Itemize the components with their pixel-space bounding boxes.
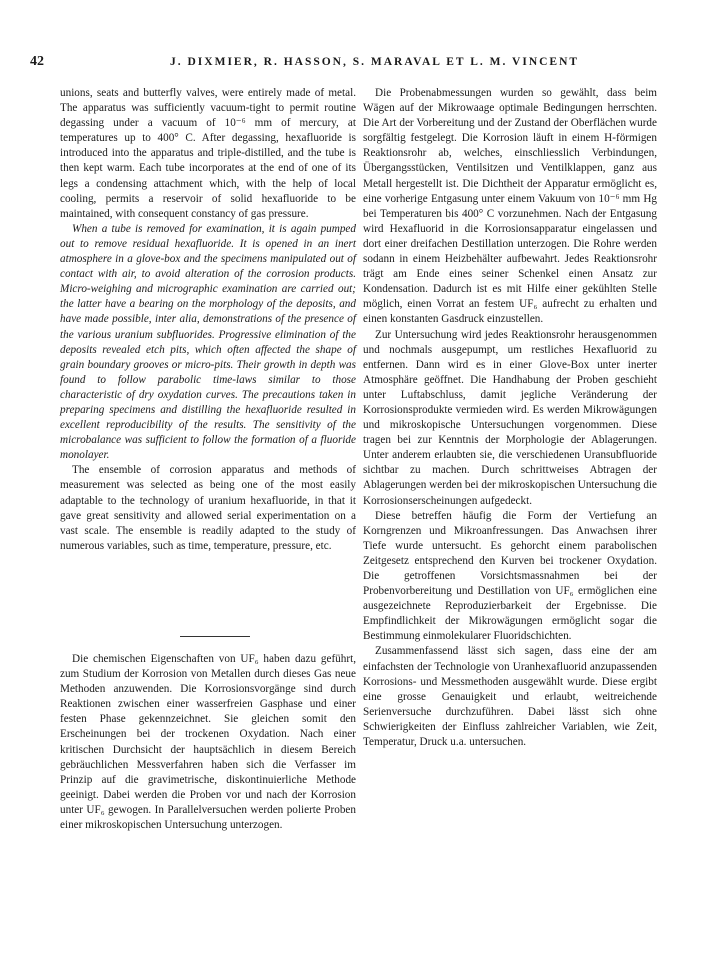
left-column-german	[60, 652, 356, 833]
page-header	[30, 54, 690, 74]
page-number: 42	[30, 54, 44, 69]
running-head: J. DIXMIER, R. HASSON, S. MARAVAL ET L. M. VINCENT	[170, 56, 580, 68]
german-right-paragraph-4: Zusammenfassend lässt sich sagen, dass eine der am einfachsten der Technologie von Uranhexafluorid anzupassenden Korrosions- und Messmethoden ausgewählt wurde. Diese ergibt eine grosse Genauigkeit und erlaubt, weitreichende Serienversuche durchzuführen. Dabei lässt sich ohne Schwierigkeiten der Einfluss zahlreicher Variablen, wie Zeit, Temperatur, Druck u.a. untersuchen.	[363, 645, 657, 749]
german-right-paragraph-3: Diese betreffen häufig die Form der Vertiefung an Korngrenzen und Mikroanfressungen. Das Anwachsen ihrer Tiefe wurde untersucht. Es gehorcht einem parabolischen Zeitgesetz entsprechend den Kurven bei trockener Oxydation. Die getroffenen Vorsichtsmassnahmen bei der Probenvorbereitung und Destillation von UF₆ ermöglichen eine ausgezeichnete Reproduzierbarkeit der Ergebnisse. Die Empfindlichkeit der Mikrowägungen ermöglicht sogar die Bestimmung einmolekularer Fluoridschichten.	[363, 509, 657, 643]
german-right-paragraph-2: Zur Untersuchung wird jedes Reaktionsrohr herausgenommen und nochmals ausgepumpt, um restliches Hexafluorid zu entfernen. Dann wird es in einer Glove-Box unter inerter Atmosphäre geöffnet. Die Handhabung der Proben geschieht unter Luftabschluss, damit jegliche Veränderung der Korrosionsprodukte vermieden wird. Es werden Mikrowägungen und mikroskopische Untersuchungen vorgenommen. Diese tragen bei zur Kenntnis der Morphologie der Ablagerungen. Unter anderem erlaubten sie, die verschiedenen Uransubfluoride sichtbar zu machen. Durch schrittweises Abtragen der Ablagerungen werden bei der mikroskopischen Untersuchung die Korrosionserscheinungen aufgedeckt.	[363, 328, 657, 507]
english-paragraph-1: unions, seats and butterfly valves, were entirely made of metal. The apparatus was sufficiently vacuum-tight to permit routine degassing under a vacuum of 10⁻⁶ mm of mercury, at temperatures up to 400° C. After degassing, hexafluoride is introduced into the apparatus and triple-distilled, and the tube is then kept warm. Each tube incorporates at the end of one of its legs a condensing attachment which, with the help of local cooling, permits a reservoir of solid hexafluoride to be maintained, with consequent constancy of gas pressure.	[60, 87, 356, 220]
german-left-paragraph-1: Die chemischen Eigenschaften von UF₆ haben dazu geführt, zum Studium der Korrosion von Metallen durch dieses Gas neue Methoden anzuwenden. Die Korrosionsvorgänge sind durch Reaktionen zwischen einer wasserfreien Gasphase und einer festen Phase gekennzeichnet. Sie gleichen somit den Erscheinungen bei der trockenen Oxydation. Nach einer kritischen Durchsicht der hauptsächlich in diesem Bereich gebräuchlichen Messverfahren haben sich die Verfasser im Prinzip auf die gravimetrische, diskontinuierliche Methode geeinigt. Dabei werden die Proben vor und nach der Korrosion unter UF₆ gewogen. In Parallelversuchen werden polierte Proben einer mikroskopischen Untersuchung unterzogen.	[60, 653, 356, 832]
right-column-german	[363, 86, 657, 750]
left-column-english	[60, 86, 356, 554]
english-paragraph-2: When a tube is removed for examination, it is again pumped out to remove residual hexafluoride. It is opened in an inert atmosphere in a glove-box and the specimens manipulated out of contact with air, to avoid alteration of the corrosion products. Micro-weighing and micrographic examination are carried out; the latter have a bearing on the morphology of the deposits, and have made possible, inter alia, demonstrations of the presence of the various uranium subfluorides. Progressive elimination of the deposits revealed etch pits, which often affected the shape of grain boundary grooves or micro-pits. Their growth in depth was found to follow parabolic time-laws similar to those characteristic of dry oxydation curves. The precautions taken in preparing specimens and distilling the hexafluoride resulted in excellent reproducibility of the results. The sensitivity of the microbalance was sufficient to follow the formation of a fluoride monolayer.	[60, 222, 356, 462]
german-right-paragraph-1: Die Probenabmessungen wurden so gewählt, dass beim Wägen auf der Mikrowaage optimale Bedingungen herrschten. Die Art der Vorbereitung und der Zustand der Oberflächen wurde sorgfältig festgelegt. Die Korrosion läuft in einem H-förmigen Reaktionsrohr ab, welches, einschliesslich Verbindungen, Übergangsstücken, Ventilsitzen und Ventilklappen, ganz aus Metall hergestellt ist. Die Dichtheit der Apparatur ermöglicht es, eine vorherige Entgasung unter einem Vakuum von 10⁻⁶ mm Hg bei Temperaturen bis 400° C vorzunehmen. Nach der Entgasung wird Hexafluorid in die Korrosionsapparatur eingelassen und dort einer dreifachen Destillation unterzogen. Die Rohre werden sodann in einem Heizbehälter aufbewahrt. Jedes Reaktionsrohr trägt am Ende eines seiner Schenkel einen Ansatz zur Kondensation. Dadurch ist es mit Hilfe einer gekühlten Stelle möglich, einen Vorrat an festem UF₆ aufrecht zu erhalten und einen konstanten Gasdruck einzustellen.	[363, 87, 657, 326]
section-divider	[180, 636, 250, 637]
english-paragraph-3: The ensemble of corrosion apparatus and methods of measurement was selected as being one of the most easily adaptable to the technology of uranium hexafluoride, in that it gave great sensitivity and allowed serial experimentation on a vast scale. The ensemble is readily adapted to the study of numerous variables, such as time, temperature, pressure, etc.	[60, 464, 356, 552]
